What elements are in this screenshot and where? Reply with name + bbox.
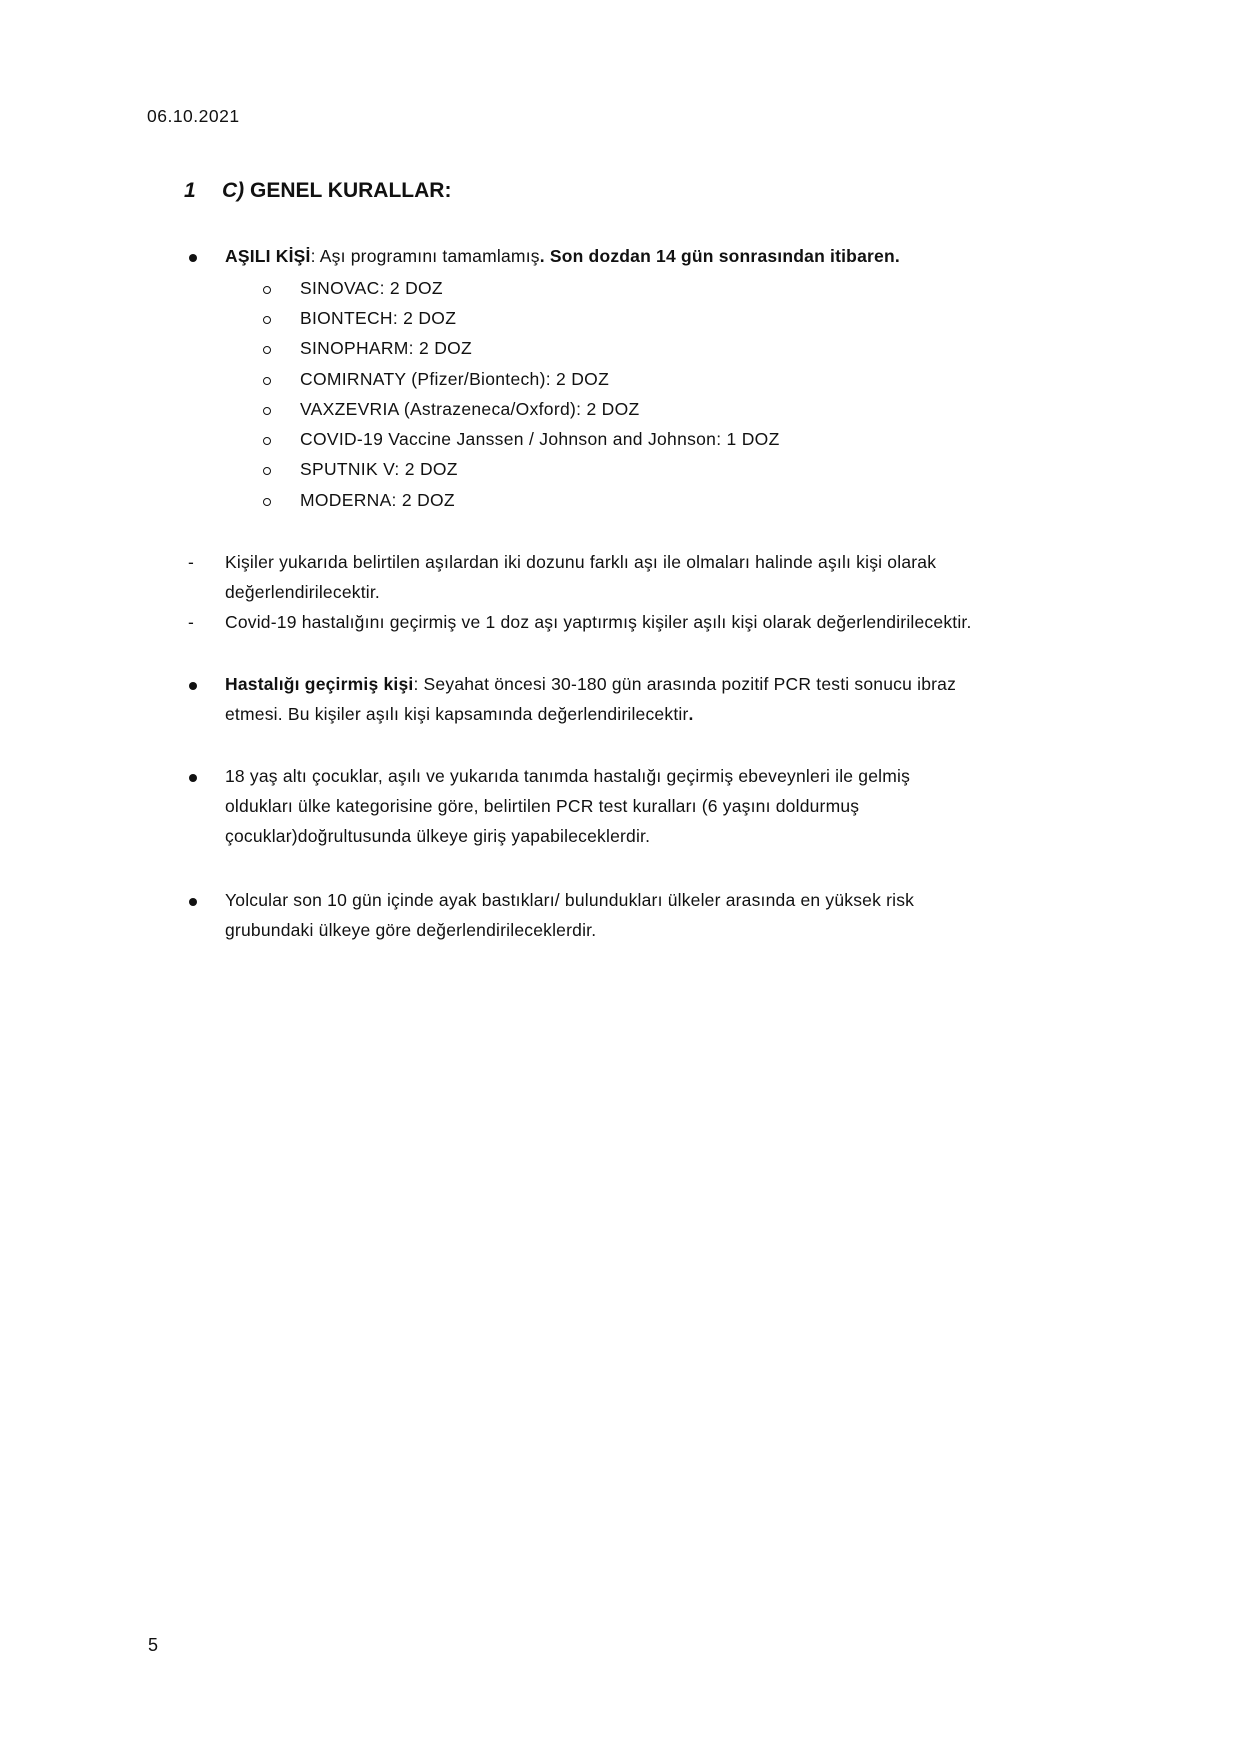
children-rule-line2: oldukları ülke kategorisine göre, belirtilen PCR test kuralları (6 yaşını doldurmuş bbox=[225, 796, 860, 816]
vaccine-item: VAXZEVRIA (Astrazeneca/Oxford): 2 DOZ bbox=[300, 399, 640, 419]
circle-bullet-icon bbox=[263, 286, 271, 294]
vaccine-item: SPUTNIK V: 2 DOZ bbox=[300, 459, 458, 479]
document-date: 06.10.2021 bbox=[147, 106, 240, 126]
dash-marker: - bbox=[188, 552, 194, 572]
vaccine-item: COMIRNATY (Pfizer/Biontech): 2 DOZ bbox=[300, 369, 610, 389]
circle-bullet-icon bbox=[263, 346, 271, 354]
vaccine-item: BIONTECH: 2 DOZ bbox=[300, 308, 457, 328]
circle-bullet-icon bbox=[263, 377, 271, 385]
recovered-label: Hastalığı geçirmiş kişi bbox=[225, 674, 414, 694]
section-heading bbox=[184, 179, 451, 203]
vaccine-item: SINOVAC: 2 DOZ bbox=[300, 278, 443, 298]
children-rule-line1: 18 yaş altı çocuklar, aşılı ve yukarıda tanımda hastalığı geçirmiş ebeveynleri ile gelmiş bbox=[225, 766, 911, 786]
dash-marker: - bbox=[188, 612, 194, 632]
children-rule-line3: çocuklar)doğrultusunda ülkeye giriş yapabileceklerdir. bbox=[225, 826, 651, 846]
bullet-icon bbox=[189, 682, 197, 690]
recovered-text: : Seyahat öncesi 30-180 gün arasında pozitif PCR testi sonucu ibraz bbox=[413, 674, 957, 694]
circle-bullet-icon bbox=[263, 498, 271, 506]
vaccinated-emphasis: . Son dozdan 14 gün sonrasından itibaren. bbox=[539, 246, 900, 266]
bullet-icon bbox=[189, 774, 197, 782]
vaccine-item: COVID-19 Vaccine Janssen / Johnson and Johnson: 1 DOZ bbox=[300, 429, 780, 449]
bullet-icon bbox=[189, 898, 197, 906]
section-title: GENEL KURALLAR: bbox=[250, 179, 452, 202]
note-recovered-one-dose: Covid-19 hastalığını geçirmiş ve 1 doz aşı yaptırmış kişiler aşılı kişi olarak değerlendirilecektir. bbox=[225, 612, 972, 632]
vaccinated-label: AŞILI KİŞİ bbox=[225, 246, 311, 266]
circle-bullet-icon bbox=[263, 437, 271, 445]
vaccine-item: MODERNA: 2 DOZ bbox=[300, 490, 455, 510]
travelers-rule-line1: Yolcular son 10 gün içinde ayak bastıkları/ bulundukları ülkeler arasında en yüksek risk bbox=[225, 890, 915, 910]
recovered-definition-line1 bbox=[225, 674, 956, 695]
circle-bullet-icon bbox=[263, 407, 271, 415]
recovered-definition-line2 bbox=[225, 704, 694, 725]
section-letter: C) bbox=[222, 179, 245, 202]
vaccinated-definition bbox=[225, 246, 900, 267]
circle-bullet-icon bbox=[263, 467, 271, 475]
recovered-text-line2: etmesi. Bu kişiler aşılı kişi kapsamında değerlendirilecektir bbox=[225, 704, 689, 724]
vaccine-item: SINOPHARM: 2 DOZ bbox=[300, 338, 473, 358]
recovered-text-end: . bbox=[688, 704, 694, 724]
note-mixed-doses-line2: değerlendirilecektir. bbox=[225, 582, 380, 602]
circle-bullet-icon bbox=[263, 316, 271, 324]
note-mixed-doses-line1: Kişiler yukarıda belirtilen aşılardan iki dozunu farklı aşı ile olmaları halinde aşılı kişi olarak bbox=[225, 552, 937, 572]
travelers-rule-line2: grubundaki ülkeye göre değerlendirileceklerdir. bbox=[225, 920, 597, 940]
page-number: 5 bbox=[148, 1635, 159, 1655]
bullet-icon bbox=[189, 254, 197, 262]
vaccinated-text: : Aşı programını tamamlamış bbox=[310, 246, 540, 266]
section-number: 1 bbox=[184, 179, 196, 202]
